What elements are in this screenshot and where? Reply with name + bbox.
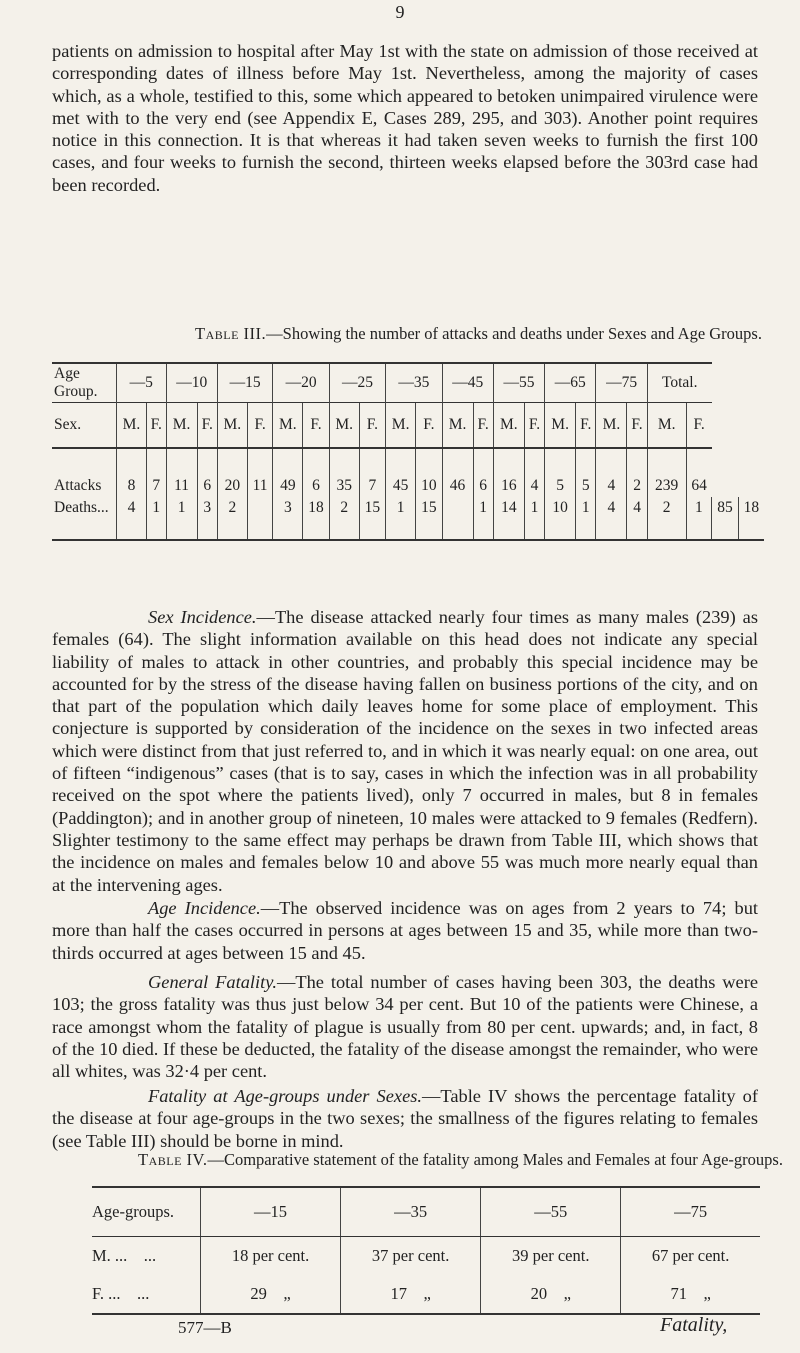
- table3-cell: 5: [545, 448, 576, 497]
- table3-sex-m: M.: [273, 403, 303, 449]
- table3-caption: [195, 324, 762, 344]
- table3-cell: 239: [647, 448, 686, 497]
- sex-incidence-heading: Sex Incidence.: [148, 607, 257, 627]
- table3-age-header: —65: [545, 363, 596, 403]
- table4-header: —35: [341, 1187, 481, 1237]
- age-incidence-text: —The observed incidence was on ages from 2 years to 74; but more than half the cases occurred in persons at ages between 15 and 35, while more than two-thirds occurred at ages between 15 and 45.: [52, 898, 758, 963]
- table3-cell: 85: [712, 497, 738, 540]
- table3-cell: 18: [303, 497, 329, 540]
- table3-header-age: [52, 363, 764, 403]
- table3-attacks-deaths: [52, 362, 764, 541]
- table3-cell: 1: [146, 497, 166, 540]
- table4-row-label: M. ... ...: [92, 1246, 157, 1265]
- table4-fatality: [92, 1186, 760, 1315]
- table3-sex-label: Sex.: [52, 403, 117, 449]
- table3-cell: 14: [493, 497, 524, 540]
- table3-cell: 4: [117, 497, 147, 540]
- table3-cell: 8: [117, 448, 147, 497]
- table3-sex-f: F.: [524, 403, 544, 449]
- table3-age-header: —10: [166, 363, 217, 403]
- table3-sex-m: M.: [217, 403, 247, 449]
- table3-cell: 46: [442, 448, 473, 497]
- paragraph-general-fatality: [52, 971, 758, 1082]
- table3-sex-m: M.: [647, 403, 686, 449]
- table3-sex-f: F.: [197, 403, 217, 449]
- table3-deaths-label: Deaths...: [52, 497, 117, 540]
- table4-caption: [138, 1150, 783, 1170]
- table3-cell: 45: [386, 448, 416, 497]
- table3-cell: 4: [627, 497, 647, 540]
- table3-row-attacks: [52, 448, 764, 497]
- table3-cell: 4: [524, 448, 544, 497]
- fatality-age-groups-heading: Fatality at Age-groups under Sexes.: [148, 1086, 422, 1106]
- table3-cell: 35: [329, 448, 359, 497]
- table4-header: —15: [201, 1187, 341, 1237]
- table3-sex-m: M.: [442, 403, 473, 449]
- table3-sex-f: F.: [686, 403, 712, 449]
- table4-cell: 39 per cent.: [481, 1237, 621, 1276]
- table3-attacks-label: Attacks: [54, 477, 102, 494]
- table4-cell: 18 per cent.: [201, 1237, 341, 1276]
- table3-cell: [442, 497, 473, 540]
- age-incidence-heading: Age Incidence.: [148, 898, 261, 918]
- general-fatality-text: —The total number of cases having been 303, the deaths were 103; the gross fatality was thus just below 34 per cent. But 10 of the patients were Chinese, a race amongst whom the fatality of plague is usually from 80 per cent. upwards; and, in fact, 8 of the 10 died. If these be deducted, the fatality of the disease amongst the remainder, who were all whites, was 32·4 per cent.: [52, 972, 759, 1082]
- table3-cell: 1: [576, 497, 596, 540]
- table3-cell: 16: [493, 448, 524, 497]
- table3-sex-m: M.: [329, 403, 359, 449]
- table3-cell: 18: [738, 497, 764, 540]
- table3-cell: [247, 497, 273, 540]
- table3-cell: 1: [524, 497, 544, 540]
- table3-sex-f: F.: [359, 403, 385, 449]
- table3-cell: 7: [359, 448, 385, 497]
- table4-cell: 37 per cent.: [341, 1237, 481, 1276]
- table3-cell: 3: [273, 497, 303, 540]
- table3-cell: 6: [197, 448, 217, 497]
- table3-header-sex: [52, 403, 764, 449]
- table3-cell: 7: [146, 448, 166, 497]
- table3-sex-f: F.: [576, 403, 596, 449]
- table3-age-header: —75: [596, 363, 647, 403]
- table3-cell: 3: [197, 497, 217, 540]
- table3-cell: 15: [359, 497, 385, 540]
- table4-cell: 67 per cent.: [621, 1237, 760, 1276]
- page-number: 9: [395, 2, 405, 22]
- table4-row-males: [92, 1237, 760, 1276]
- table3-age-header: Total.: [647, 363, 712, 403]
- table3-sex-m: M.: [596, 403, 627, 449]
- table3-cell: 64: [686, 448, 712, 497]
- table3-cell: 20: [217, 448, 247, 497]
- footer-catchword: Fatality,: [660, 1314, 728, 1336]
- table4-caption-text: —Comparative statement of the fatality among Males and Females at four Age-groups.: [207, 1150, 783, 1169]
- table3-cell: 2: [217, 497, 247, 540]
- table4-header: —75: [621, 1187, 760, 1237]
- table4-header: —55: [481, 1187, 621, 1237]
- table3-sex-m: M.: [493, 403, 524, 449]
- table3-sex-m: M.: [386, 403, 416, 449]
- table3-cell: 4: [596, 448, 627, 497]
- table3-age-header: —20: [273, 363, 329, 403]
- table3-cell: 11: [166, 448, 197, 497]
- table3-age-header: —35: [386, 363, 442, 403]
- table4-cell: 20 „: [481, 1275, 621, 1314]
- table3-row-deaths: [52, 497, 764, 540]
- table4-caption-label: Table IV.: [138, 1150, 208, 1169]
- table3-sex-m: M.: [166, 403, 197, 449]
- table4-cell: 29 „: [201, 1275, 341, 1314]
- table3-sex-f: F.: [303, 403, 329, 449]
- table4-cell: 17 „: [341, 1275, 481, 1314]
- sex-incidence-text: —The disease attacked nearly four times as many males (239) as females (64). The slight information available on this head does not indicate any special liability of males to attack in other countries, and probably this special incidence may be accounted for by the stress of the disease having fallen on business portions of the city, and on that part of the population which daily leaves home for some place of employment. This conjecture is supported by consideration of the incidence on the sexes in two infected areas which were distinct from that just referred to, and in which it was nearly equal: on one area, out of fifteen “indigenous” cases (that is to say, cases in which the infection was in all probability received on the spot where the patients lived), only 7 occurred in males, but 8 in females (Paddington); and in another group of nineteen, 10 males were attacked to 9 females (Redfern). Slighter testimony to the same effect may perhaps be drawn from Table III, which shows that the incidence on males and females below 10 and above 55 was much more nearly equal than at the intervening ages.: [52, 607, 758, 895]
- table3-sex-f: F.: [416, 403, 442, 449]
- table3-age-header: —45: [442, 363, 493, 403]
- table3-cell: 6: [473, 448, 493, 497]
- table3-age-group-label: Age Group.: [52, 363, 117, 403]
- table3-sex-f: F.: [146, 403, 166, 449]
- table3-cell: 15: [416, 497, 442, 540]
- table3-cell: 5: [576, 448, 596, 497]
- table3-cell: 10: [416, 448, 442, 497]
- table3-caption-text: —Showing the number of attacks and deaths under Sexes and Age Groups.: [266, 324, 762, 343]
- table3-cell: 2: [329, 497, 359, 540]
- table3-sex-f: F.: [247, 403, 273, 449]
- table3-cell: 2: [627, 448, 647, 497]
- paragraph-sex-incidence: [52, 606, 758, 896]
- table3-caption-label: Table III.: [195, 324, 267, 343]
- table3-sex-f: F.: [627, 403, 647, 449]
- table3-cell: 6: [303, 448, 329, 497]
- table3-cell: 4: [596, 497, 627, 540]
- footer-signature: 577—B: [178, 1318, 232, 1337]
- table3-cell: 11: [247, 448, 273, 497]
- paragraph-age-incidence: [52, 897, 758, 964]
- table3-cell: 1: [166, 497, 197, 540]
- table3-cell: 49: [273, 448, 303, 497]
- table3-sex-f: F.: [473, 403, 493, 449]
- fatality-age-groups-text: —Table IV shows the percentage fatality of the disease at four age-groups in the two sexes; the smallness of the figures relating to females (see Table III) should be borne in mind.: [52, 1086, 759, 1151]
- table3-cell: 10: [545, 497, 576, 540]
- table4-header-row: [92, 1187, 760, 1237]
- table3-sex-m: M.: [117, 403, 147, 449]
- table4-cell: 71 „: [621, 1275, 760, 1314]
- paragraph-fatality-age-groups: [52, 1085, 758, 1152]
- table4-row-label: F. ... ...: [92, 1275, 201, 1314]
- paragraph-intro: patients on admission to hospital after May 1st with the state on admission of those received at corresponding dates of illness before May 1st. Nevertheless, among the majority of cases which, as a whole, testified to this, some which appeared to betoken unimpaired virulence were met with to the very end (see Appendix E, Cases 289, 295, and 303). Another point requires notice in this connection. It is that whereas it had taken seven weeks to furnish the first 100 cases, and four weeks to furnish the second, thirteen weeks elapsed before the 303rd case had been recorded.: [52, 41, 758, 195]
- table3-age-header: —5: [117, 363, 167, 403]
- table3-age-header: —55: [493, 363, 544, 403]
- table3-cell: 2: [647, 497, 686, 540]
- table4-row-females: [92, 1275, 760, 1314]
- table4-header-label: Age-groups.: [92, 1187, 201, 1237]
- table3-cell: 1: [473, 497, 493, 540]
- table3-age-header: —25: [329, 363, 385, 403]
- table3-age-header: —15: [217, 363, 272, 403]
- table3-sex-m: M.: [545, 403, 576, 449]
- general-fatality-heading: General Fatality.: [148, 972, 277, 992]
- table3-cell: 1: [386, 497, 416, 540]
- table3-cell: 1: [686, 497, 712, 540]
